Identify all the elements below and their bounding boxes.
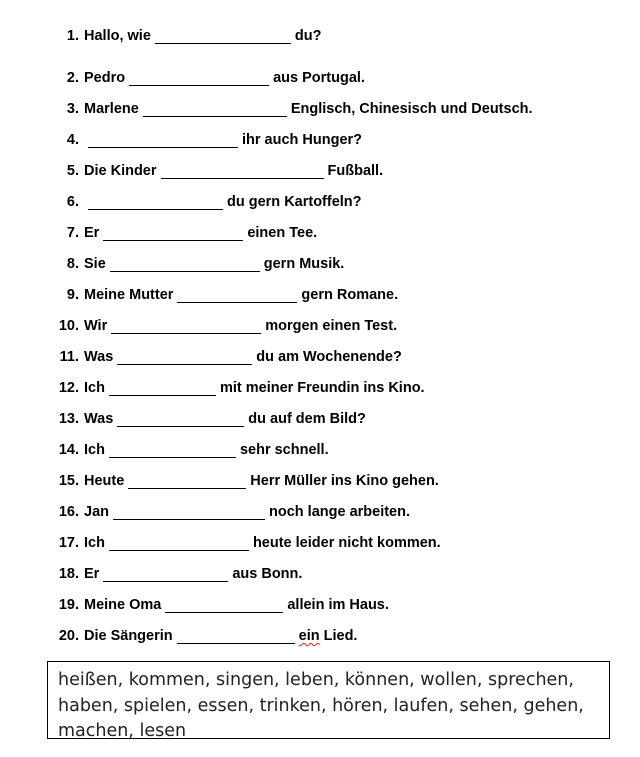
exercise-item (47, 303, 533, 334)
exercise-number: 13. (58, 411, 79, 427)
exercise-item (47, 241, 533, 272)
sentence-start: Was (84, 349, 114, 365)
exercise-item (47, 117, 533, 148)
answer-blank (111, 319, 261, 334)
sentence-start: Wir (84, 318, 108, 334)
sentence-start: Meine Mutter (84, 287, 174, 303)
answer-blank (143, 102, 287, 117)
sentence-end: Fußball. (327, 163, 384, 179)
exercise-number: 8. (66, 256, 79, 272)
answer-blank (109, 381, 216, 396)
answer-blank (109, 536, 249, 551)
exercise-item (47, 427, 533, 458)
exercise-list (47, 24, 533, 644)
answer-blank (117, 350, 252, 365)
sentence-start: Ich (84, 442, 105, 458)
exercise-item (47, 179, 533, 210)
sentence-end: du auf dem Bild? (248, 411, 366, 427)
sentence-end: aus Portugal. (273, 70, 365, 86)
answer-blank (155, 29, 291, 44)
word-bank-line: machen, lesen (58, 721, 187, 741)
answer-blank (113, 505, 265, 520)
exercise-number: 2. (66, 70, 79, 86)
sentence-end: allein im Haus. (287, 597, 389, 613)
sentence-end: ihr auch Hunger? (242, 132, 363, 148)
exercise-item (47, 210, 533, 241)
word-bank-line: haben, spielen, essen, trinken, hören, laufen, sehen, gehen, (58, 695, 584, 716)
sentence-end: Herr Müller ins Kino gehen. (250, 473, 439, 489)
answer-blank (103, 226, 243, 241)
sentence-start: Marlene (84, 101, 139, 117)
exercise-number: 20. (58, 628, 79, 644)
sentence-end: du am Wochenende? (256, 349, 402, 365)
sentence-end: aus Bonn. (232, 566, 303, 582)
exercise-number: 16. (58, 504, 79, 520)
sentence-end: morgen einen Test. (265, 318, 398, 334)
answer-blank (103, 567, 228, 582)
exercise-number: 4. (66, 132, 79, 148)
exercise-item (47, 458, 533, 489)
sentence-end: heute leider nicht kommen. (252, 535, 441, 551)
exercise-item (47, 582, 533, 613)
exercise-item (47, 613, 533, 644)
sentence-start: Er (84, 225, 100, 241)
answer-blank (177, 629, 295, 644)
answer-blank (129, 71, 269, 86)
exercise-number: 6. (66, 194, 79, 210)
exercise-item (47, 55, 533, 86)
exercise-number: 17. (58, 535, 79, 551)
sentence-start: Heute (84, 473, 125, 489)
exercise-number: 12. (58, 380, 79, 396)
sentence-start: Hallo, wie (84, 28, 151, 44)
exercise-number: 19. (58, 597, 79, 613)
exercise-number: 7. (66, 225, 79, 241)
sentence-end: ein Lied. (298, 628, 358, 644)
exercise-item (47, 396, 533, 427)
exercise-item (47, 148, 533, 179)
sentence-start: Jan (84, 504, 109, 520)
sentence-start: Sie (84, 256, 106, 272)
word-bank-box (47, 661, 610, 739)
exercise-number: 15. (58, 473, 79, 489)
sentence-start: Er (84, 566, 100, 582)
sentence-end: du? (294, 28, 322, 44)
sentence-end: du gern Kartoffeln? (227, 194, 362, 210)
sentence-start: Pedro (84, 70, 126, 86)
sentence-start: Meine Oma (84, 597, 162, 613)
sentence-end: gern Musik. (263, 256, 345, 272)
answer-blank (88, 133, 238, 148)
sentence-end: noch lange arbeiten. (269, 504, 410, 520)
answer-blank (177, 288, 297, 303)
answer-blank (109, 443, 236, 458)
exercise-item (47, 489, 533, 520)
sentence-end: mit meiner Freundin ins Kino. (219, 380, 425, 396)
spellcheck-flagged-word: ein (298, 628, 320, 644)
sentence-end: gern Romane. (301, 287, 399, 303)
exercise-number: 10. (58, 318, 79, 334)
sentence-end: Englisch, Chinesisch und Deutsch. (290, 101, 533, 117)
exercise-item (47, 86, 533, 117)
sentence-start: Ich (84, 380, 105, 396)
answer-blank (88, 195, 223, 210)
exercise-number: 1. (66, 28, 79, 44)
sentence-start: Was (84, 411, 114, 427)
word-bank-line: heißen, kommen, singen, leben, können, wollen, sprechen, (58, 670, 574, 690)
exercise-number: 3. (66, 101, 79, 117)
exercise-number: 18. (58, 566, 79, 582)
sentence-start: Die Sängerin (84, 628, 173, 644)
answer-blank (110, 257, 260, 272)
answer-blank (117, 412, 244, 427)
exercise-number: 5. (66, 163, 79, 179)
exercise-item (47, 272, 533, 303)
sentence-start: Die Kinder (84, 163, 157, 179)
exercise-item (47, 334, 533, 365)
exercise-number: 11. (59, 349, 79, 365)
exercise-number: 14. (58, 442, 79, 458)
exercise-item (47, 24, 533, 44)
answer-blank (165, 598, 283, 613)
answer-blank (161, 164, 324, 179)
exercise-item (47, 551, 533, 582)
sentence-start: Ich (84, 535, 105, 551)
sentence-end: einen Tee. (247, 225, 318, 241)
answer-blank (128, 474, 246, 489)
exercise-item (47, 365, 533, 396)
sentence-end: sehr schnell. (239, 442, 329, 458)
exercise-item (47, 520, 533, 551)
exercise-number: 9. (66, 287, 79, 303)
